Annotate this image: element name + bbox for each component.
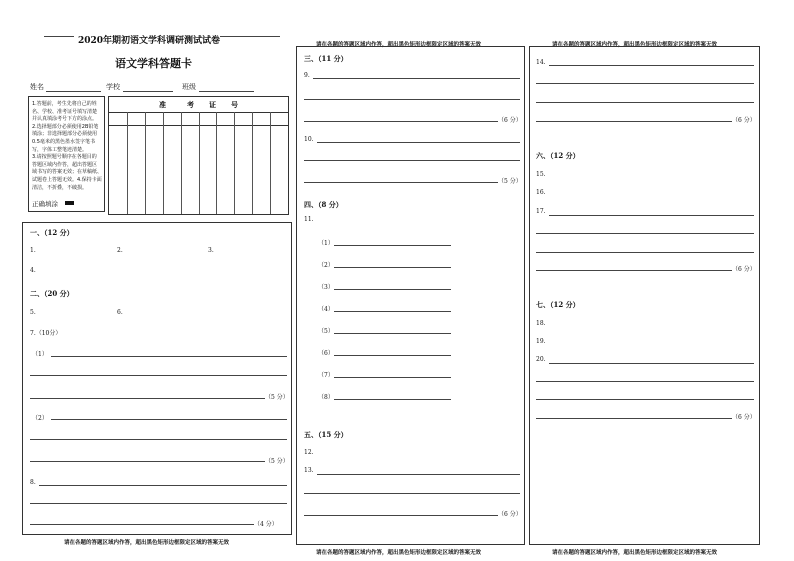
q1-label: 1. bbox=[30, 247, 36, 254]
answer-line[interactable] bbox=[334, 289, 451, 290]
q8-score: （4 分） bbox=[254, 521, 278, 528]
class-field[interactable] bbox=[199, 91, 254, 92]
exam-id-column-divider bbox=[270, 112, 271, 214]
section3-title: 三、（11 分） bbox=[304, 54, 348, 63]
answer-line[interactable] bbox=[536, 252, 754, 253]
answer-line[interactable] bbox=[30, 439, 287, 440]
answer-line[interactable] bbox=[39, 485, 287, 486]
q20-label: 20. bbox=[536, 356, 546, 363]
q11-sub-3: （3） bbox=[318, 284, 334, 291]
q11-sub-6: （6） bbox=[318, 350, 334, 357]
card-title: 语文学科答题卡 bbox=[115, 57, 192, 70]
answer-line[interactable] bbox=[549, 363, 754, 364]
q3-label: 3. bbox=[208, 247, 214, 254]
answer-line[interactable] bbox=[30, 375, 287, 376]
q19-label: 19. bbox=[536, 338, 546, 345]
answer-line[interactable] bbox=[304, 160, 520, 161]
q10-label: 10. bbox=[304, 136, 314, 143]
answer-line[interactable] bbox=[313, 78, 520, 79]
q5-label: 5. bbox=[30, 309, 36, 316]
q17-score: （6 分） bbox=[732, 266, 756, 273]
q7-1-score: （5 分） bbox=[265, 394, 289, 401]
answer-line[interactable] bbox=[334, 399, 451, 400]
answer-line[interactable] bbox=[304, 121, 498, 122]
q16-label: 16. bbox=[536, 189, 546, 196]
section5-title: 五、（15 分） bbox=[304, 430, 348, 439]
answer-line[interactable] bbox=[334, 333, 451, 334]
q6-label: 6. bbox=[117, 309, 123, 316]
school-field[interactable] bbox=[123, 91, 173, 92]
q13-label: 13. bbox=[304, 467, 314, 474]
answer-line[interactable] bbox=[536, 418, 732, 419]
exam-id-column-divider bbox=[234, 112, 235, 214]
answer-line[interactable] bbox=[304, 182, 498, 183]
school-label: 学校 bbox=[106, 83, 120, 91]
answer-line[interactable] bbox=[51, 419, 287, 420]
exam-id-column-divider bbox=[163, 112, 164, 214]
header-rule bbox=[44, 36, 74, 37]
q11-sub-8: （8） bbox=[318, 394, 334, 401]
q14-label: 14. bbox=[536, 59, 546, 66]
answer-line[interactable] bbox=[536, 102, 754, 103]
notice-footer-col2: 请在各题的答题区域内作答，超出黑色矩形边框限定区域的答案无效 bbox=[316, 550, 482, 556]
q13-score: （6 分） bbox=[498, 511, 522, 518]
q7-2-label: （2） bbox=[32, 415, 48, 422]
q8-label: 8. bbox=[30, 479, 36, 486]
q17-label: 17. bbox=[536, 208, 546, 215]
q11-label: 11. bbox=[304, 216, 314, 223]
answer-line[interactable] bbox=[317, 474, 520, 475]
q9-label: 9. bbox=[304, 72, 310, 79]
q15-label: 15. bbox=[536, 171, 546, 178]
answer-box-col3 bbox=[529, 46, 760, 545]
header-rule bbox=[220, 36, 280, 37]
fill-example-mark bbox=[65, 201, 74, 205]
exam-id-column-divider bbox=[127, 112, 128, 214]
q2-label: 2. bbox=[117, 247, 123, 254]
exam-id-column-divider bbox=[181, 112, 182, 214]
answer-line[interactable] bbox=[317, 142, 520, 143]
answer-line[interactable] bbox=[549, 65, 754, 66]
exam-id-title: 准 考 证 号 bbox=[109, 97, 288, 113]
fill-example-label: 正确填涂 bbox=[32, 200, 58, 208]
answer-line[interactable] bbox=[536, 381, 754, 382]
instructions-text: 1.答题前，考生先将自己的姓 名、学校、准考证号填写清楚 并认真填涂考号下方的涂点。 2.选择题部分必须使用2B铅笔 填涂；非选择题部分必须使用 0.5毫米的黑色墨水签字笔书 写，字体工整笔迹清楚。 3.请按照题号顺序在各题目的 答题区域内作答，超出答题区 域书写的答案无效；在草稿纸、 试题卷上答题无效。4.保持卡面 清洁，不折叠，不破损。 bbox=[32, 101, 103, 191]
exam-id-column-divider bbox=[145, 112, 146, 214]
answer-line[interactable] bbox=[304, 493, 520, 494]
exam-id-columns[interactable] bbox=[109, 112, 288, 214]
section7-title: 七、（12 分） bbox=[536, 300, 580, 309]
answer-line[interactable] bbox=[30, 524, 254, 525]
section1-title: 一、（12 分） bbox=[30, 228, 74, 237]
answer-line[interactable] bbox=[304, 99, 520, 100]
answer-line[interactable] bbox=[30, 461, 265, 462]
q7-label: 7.（10分） bbox=[30, 330, 62, 337]
answer-line[interactable] bbox=[549, 215, 754, 216]
notice-footer-col1: 请在各题的答题区域内作答，超出黑色矩形边框限定区域的答案无效 bbox=[64, 540, 230, 546]
section2-title: 二、（20 分） bbox=[30, 289, 74, 298]
instructions-box bbox=[28, 96, 105, 212]
answer-line[interactable] bbox=[536, 399, 754, 400]
answer-line[interactable] bbox=[536, 83, 754, 84]
section6-title: 六、（12 分） bbox=[536, 151, 580, 160]
answer-line[interactable] bbox=[334, 245, 451, 246]
exam-id-column-divider bbox=[252, 112, 253, 214]
answer-line[interactable] bbox=[536, 233, 754, 234]
answer-line[interactable] bbox=[304, 515, 498, 516]
exam-id-grid bbox=[108, 96, 289, 215]
exam-title: 2020年期初语文学科调研测试试卷 bbox=[78, 36, 221, 46]
notice-header-col2: 请在各题的答题区域内作答，超出黑色矩形边框限定区域的答案无效 bbox=[316, 42, 482, 48]
notice-header-col3: 请在各题的答题区域内作答，超出黑色矩形边框限定区域的答案无效 bbox=[552, 42, 718, 48]
q7-1-label: （1） bbox=[32, 351, 48, 358]
q4-label: 4. bbox=[30, 267, 36, 274]
section4-title: 四、（8 分） bbox=[304, 200, 343, 209]
exam-id-column-divider bbox=[216, 112, 217, 214]
answer-line[interactable] bbox=[334, 355, 451, 356]
q11-sub-1: （1） bbox=[318, 240, 334, 247]
answer-line[interactable] bbox=[30, 398, 265, 399]
q20-score: （6 分） bbox=[732, 414, 756, 421]
q11-sub-5: （5） bbox=[318, 328, 334, 335]
answer-line[interactable] bbox=[334, 311, 451, 312]
q14-score: （6 分） bbox=[732, 117, 756, 124]
answer-line[interactable] bbox=[51, 356, 287, 357]
answer-line[interactable] bbox=[334, 377, 451, 378]
q11-sub-4: （4） bbox=[318, 306, 334, 313]
q10-score: （5 分） bbox=[498, 178, 522, 185]
answer-line[interactable] bbox=[536, 121, 732, 122]
answer-box-col2 bbox=[296, 46, 525, 545]
name-field[interactable] bbox=[46, 91, 101, 92]
q11-sub-7: （7） bbox=[318, 372, 334, 379]
q12-label: 12. bbox=[304, 449, 314, 456]
class-label: 班级 bbox=[182, 83, 196, 91]
answer-line[interactable] bbox=[30, 503, 287, 504]
q9-score: （6 分） bbox=[498, 117, 522, 124]
answer-line[interactable] bbox=[334, 267, 451, 268]
answer-box-col1 bbox=[22, 222, 292, 535]
q7-2-score: （5 分） bbox=[265, 458, 289, 465]
name-label: 姓名 bbox=[30, 83, 44, 91]
q18-label: 18. bbox=[536, 320, 546, 327]
q11-sub-2: （2） bbox=[318, 262, 334, 269]
exam-id-column-divider bbox=[199, 112, 200, 214]
notice-footer-col3: 请在各题的答题区域内作答，超出黑色矩形边框限定区域的答案无效 bbox=[552, 550, 718, 556]
answer-line[interactable] bbox=[536, 270, 732, 271]
